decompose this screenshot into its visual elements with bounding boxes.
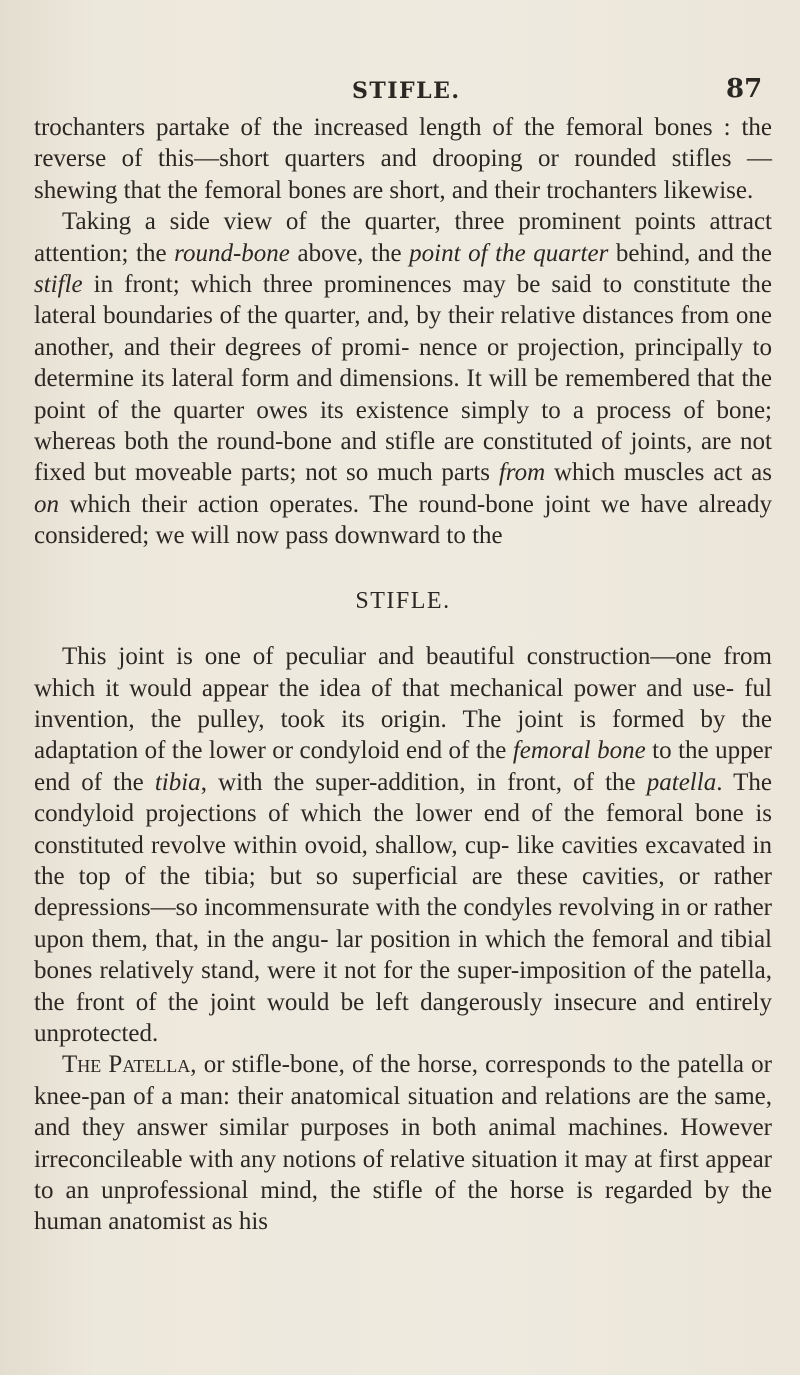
paragraph-2-text-b: above, the xyxy=(289,239,410,267)
paragraph-3-text-c: , with the super-addition, in front, of the xyxy=(200,768,647,796)
paragraph-2-italic-round-bone: round-bone xyxy=(174,239,290,267)
page-number: 87 xyxy=(726,74,763,104)
paragraph-4 xyxy=(34,1049,772,1237)
paragraph-3 xyxy=(34,641,772,1049)
paragraph-2-text-c: behind, and the xyxy=(608,239,773,267)
running-title: STIFLE. xyxy=(352,78,461,104)
paragraph-1 xyxy=(34,112,772,206)
paragraph-4-text-a: or stifle-bone, of the horse, corresponds to the patella or knee-pan of a man: their anatomical situation and relations are the same, and they answer similar purposes in both animal machines. However irreconcileable with any notions of relative situation it may at first appear to an unprofessional mind, the stifle of the horse is regarded by the human anatomist as his xyxy=(34,1051,773,1236)
paragraph-2-text-f: which their action operates. The round-bone joint we have already considered; we will now pass downward to the xyxy=(34,490,772,550)
section-heading: STIFLE. xyxy=(355,587,451,614)
paragraph-3-italic-femoral-bone: femoral bone xyxy=(512,737,646,765)
paragraph-3-italic-patella: patella xyxy=(646,768,717,796)
paragraph-4-smallcaps-the-patella: The Patella, xyxy=(62,1051,197,1079)
paragraph-2-italic-from: from xyxy=(498,459,546,487)
paragraph-2-text-e: which muscles act as xyxy=(545,459,772,487)
paragraph-2-italic-point-of-quarter: point of the quarter xyxy=(409,239,609,267)
page-body xyxy=(34,112,772,1238)
paragraph-3-text-d: . The condyloid projections of which the lower end of the femoral bone is constituted revolve within ovoid, shallow, cup- like cavities excavated in the top of the tibia; but so superficial are these cavities, or rather depressions—so incommensurate with the condyles revolving in or rather upon them, that, in the angu- lar position in which the femoral and tibial bones relatively stand, were it not for the super-imposition of the patella, the front of the joint would be left dangerously insecure and entirely unprotected. xyxy=(34,768,772,1047)
paragraph-2 xyxy=(34,206,772,551)
paragraph-3-text-b: to the upper end of the xyxy=(34,737,772,796)
paragraph-2-italic-stifle: stifle xyxy=(34,271,83,299)
paragraph-2-text-d: in front; which three prominences may be said to constitute the lateral boundaries of the quarter, and, by their relative distances from one another, and their degrees of promi- nence or projection, principally to determine its lateral form and dimensions. It will be remembered that the point of the quarter owes its existence simply to a process of bone; whereas both the round-bone and stifle are constituted of joints, are not fixed but moveable parts; not so much parts xyxy=(34,271,772,487)
paragraph-1-text: trochanters partake of the increased length of the femoral bones : the reverse of this—short quarters and drooping or rounded stifles —shewing that the femoral bones are short, and their trochanters likewise. xyxy=(34,114,772,204)
paragraph-2-text-a: Taking a side view of the quarter, three prominent points attract attention; the xyxy=(34,208,772,267)
paragraph-3-text-a: This joint is one of peculiar and beautiful construction—one from which it would appear the idea of that mechanical power and use- ful invention, the pulley, took its origin. The joint is formed by the adaptation of the lower or condyloid end of the xyxy=(34,643,772,765)
running-header xyxy=(0,74,800,108)
paragraph-3-italic-tibia: tibia xyxy=(154,768,201,796)
paragraph-2-italic-on: on xyxy=(34,490,59,518)
